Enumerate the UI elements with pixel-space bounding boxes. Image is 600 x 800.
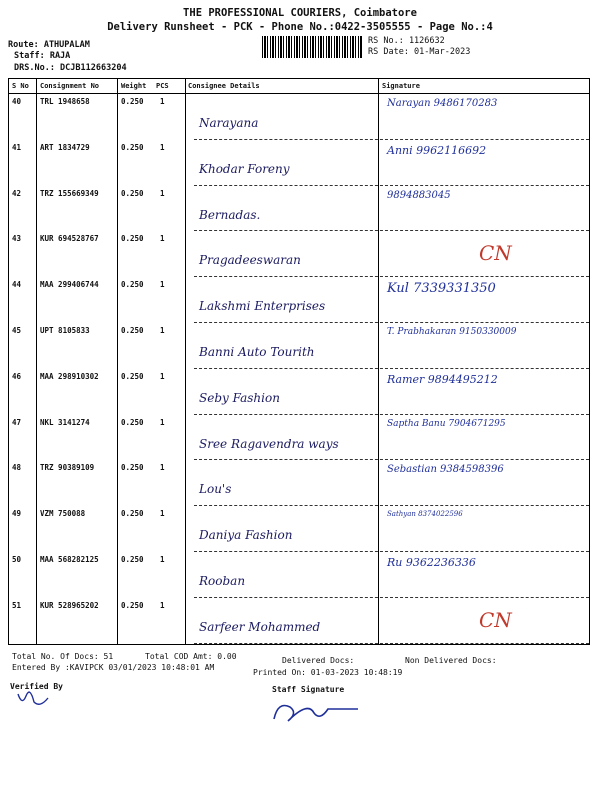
- cell-sno: 43: [12, 234, 22, 244]
- cell-weight: 0.250: [121, 509, 144, 519]
- table-row: [9, 369, 589, 415]
- cell-pcs: 1: [160, 509, 165, 519]
- cell-weight: 0.250: [121, 326, 144, 335]
- table-row: [9, 323, 589, 369]
- cell-pcs: 1: [160, 234, 165, 244]
- cell-weight: 0.250: [121, 371, 144, 381]
- cell-sno: 50: [12, 555, 22, 564]
- col-signature: Signature: [382, 82, 420, 90]
- consignee-handwriting: Khodar Foreny: [199, 161, 290, 176]
- consignee-handwriting: Banni Auto Tourith: [199, 345, 315, 359]
- cell-sno: 41: [12, 142, 22, 152]
- consignee-handwriting: Rooban: [199, 574, 246, 588]
- table-row: [9, 94, 589, 140]
- staff: Staff: RAJA: [14, 51, 71, 61]
- table-header: [9, 79, 589, 94]
- printed-on: Printed On: 01-03-2023 10:48:19: [253, 668, 403, 677]
- signature-handwriting: Ru 9362236336: [387, 556, 476, 569]
- cell-pcs: 1: [160, 600, 165, 610]
- consignee-handwriting: Seby Fashion: [199, 390, 280, 405]
- cell-weight: 0.250: [121, 555, 144, 564]
- cell-consignment: ART 1834729: [40, 142, 90, 152]
- signature-handwriting: Saptha Banu 7904671295: [387, 418, 506, 429]
- signature-handwriting: Ramer 9894495212: [387, 372, 498, 386]
- staff-signature-label: Staff Signature: [272, 685, 345, 694]
- cn-mark: CN: [479, 607, 512, 632]
- cell-sno: 46: [12, 371, 22, 381]
- signature-handwriting: Kul 7339331350: [387, 281, 496, 297]
- col-weight: Weight: [121, 82, 147, 90]
- cell-pcs: 1: [160, 142, 165, 152]
- total-docs: Total No. Of Docs: 51: [12, 652, 114, 661]
- company-title: THE PROFESSIONAL COURIERS, Coimbatore: [183, 7, 417, 19]
- cell-pcs: 1: [160, 97, 165, 106]
- cell-consignment: MAA 298910302: [40, 371, 99, 381]
- table-row: [9, 231, 589, 277]
- route: Route: ATHUPALAM: [8, 40, 90, 50]
- verifier-signature: [14, 690, 54, 712]
- table-row: [9, 552, 589, 598]
- cell-weight: 0.250: [121, 600, 144, 610]
- consignee-handwriting: Pragadeeswaran: [199, 253, 301, 268]
- table-row: [9, 277, 589, 323]
- cell-weight: 0.250: [121, 280, 144, 290]
- consignee-handwriting: Sarfeer Mohammed: [199, 619, 321, 634]
- cell-consignment: MAA 568282125: [40, 555, 99, 564]
- signature-handwriting: Narayan 9486170283: [387, 98, 498, 109]
- signature-handwriting: Sathyan 8374022596: [387, 510, 463, 519]
- barcode: [262, 36, 362, 58]
- table-row: [9, 415, 589, 461]
- cn-mark: CN: [479, 241, 512, 266]
- cell-pcs: 1: [160, 463, 165, 473]
- staff-signature: [268, 697, 364, 727]
- cell-pcs: 1: [160, 371, 165, 381]
- cell-weight: 0.250: [121, 142, 144, 152]
- cell-weight: 0.250: [121, 234, 144, 244]
- signature-handwriting: T. Prabhakaran 9150330009: [387, 327, 517, 337]
- cell-sno: 40: [12, 97, 22, 106]
- cell-consignment: TRZ 90389109: [40, 463, 95, 473]
- cell-consignment: TRL 1948658: [40, 97, 90, 106]
- cell-weight: 0.250: [121, 97, 144, 106]
- table-row: [9, 140, 589, 186]
- cell-consignment: UPT 8105833: [40, 326, 90, 335]
- signature-handwriting: Sebastian 9384598396: [387, 464, 504, 476]
- entered-by: Entered By :KAVIPCK 03/01/2023 10:48:01 AM: [12, 663, 215, 672]
- cell-sno: 51: [12, 600, 22, 610]
- col-consignment: Consignment No: [40, 82, 100, 90]
- cell-pcs: 1: [160, 280, 165, 290]
- delivered-docs: Delivered Docs:: [282, 656, 355, 665]
- cell-sno: 44: [12, 280, 22, 290]
- col-sno: S No: [12, 82, 29, 90]
- table-row: [9, 598, 589, 644]
- consignee-handwriting: Sree Ragavendra ways: [199, 436, 339, 451]
- cell-sno: 47: [12, 417, 22, 427]
- cell-weight: 0.250: [121, 463, 144, 473]
- cell-sno: 48: [12, 463, 22, 473]
- cell-consignment: VZM 750088: [40, 509, 86, 519]
- cell-consignment: KUR 694528767: [40, 234, 99, 244]
- cell-sno: 45: [12, 326, 22, 335]
- cell-consignment: NKL 3141274: [40, 417, 90, 427]
- non-delivered-docs: Non Delivered Docs:: [405, 656, 497, 665]
- runsheet-table: [8, 78, 590, 645]
- cell-sno: 42: [12, 188, 22, 198]
- cell-consignment: TRZ 155669349: [40, 188, 99, 198]
- table-row: [9, 460, 589, 506]
- cell-sno: 49: [12, 509, 22, 519]
- signature-handwriting: 9894883045: [387, 189, 451, 201]
- table-row: [9, 186, 589, 232]
- cell-weight: 0.250: [121, 188, 144, 198]
- verified-by: Verified By: [10, 682, 63, 691]
- rs-date: RS Date: 01-Mar-2023: [368, 47, 471, 57]
- cell-pcs: 1: [160, 417, 165, 427]
- consignee-handwriting: Lou's: [199, 482, 232, 497]
- consignee-handwriting: Narayana: [199, 116, 259, 130]
- cod-amount: Total COD Amt: 0.00: [145, 652, 237, 661]
- consignee-handwriting: Lakshmi Enterprises: [199, 299, 326, 314]
- rs-number: RS No.: 1126632: [368, 36, 445, 46]
- consignee-handwriting: Daniya Fashion: [199, 528, 293, 543]
- cell-pcs: 1: [160, 555, 165, 564]
- table-row: [9, 506, 589, 552]
- signature-handwriting: Anni 9962116692: [387, 143, 487, 157]
- cell-consignment: MAA 299406744: [40, 280, 99, 290]
- col-consignee: Consignee Details: [188, 82, 260, 90]
- runsheet-title: Delivery Runsheet - PCK - Phone No.:0422-3505555 - Page No.:4: [107, 21, 493, 33]
- cell-pcs: 1: [160, 188, 165, 198]
- cell-weight: 0.250: [121, 417, 144, 427]
- col-pcs: PCS: [156, 82, 169, 90]
- cell-consignment: KUR 528965202: [40, 600, 99, 610]
- row-divider: [194, 643, 589, 644]
- cell-pcs: 1: [160, 326, 165, 335]
- drs-number: DRS.No.: DCJB112663204: [14, 63, 127, 73]
- consignee-handwriting: Bernadas.: [199, 207, 261, 222]
